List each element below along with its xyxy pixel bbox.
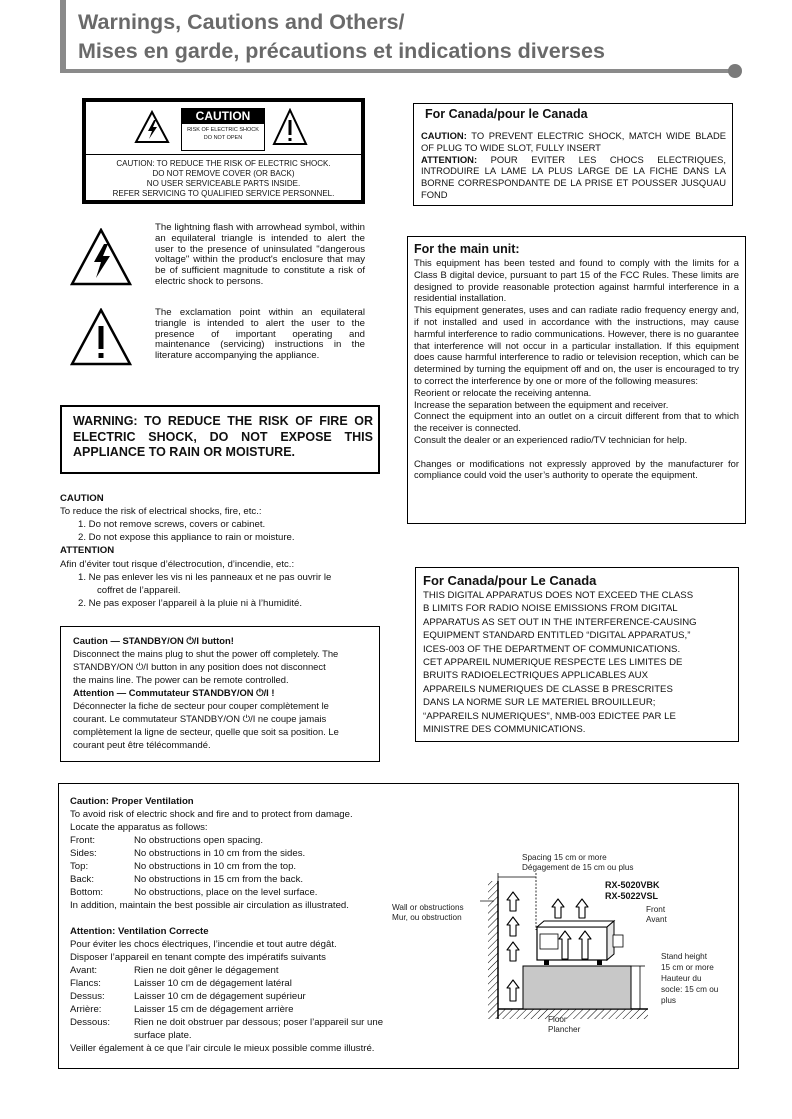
canada-caution-text: TO PREVENT ELECTRIC SHOCK, MATCH WIDE BLADE OF PLUG TO WIDE SLOT, FULLY INSERT	[421, 130, 726, 153]
caution-box-sub2: DO NOT OPEN	[203, 135, 243, 141]
canada-plug-title: For Canada/pour le Canada	[425, 107, 588, 121]
vent-row-text: No obstructions in 10 cm from the top.	[134, 861, 297, 872]
vent-row-fr-label: Flancs:	[70, 978, 101, 989]
lightning-icon	[134, 110, 170, 144]
canada-digital-line: CET APPAREIL NUMERIQUE RESPECTE LES LIMITES DE	[423, 657, 683, 669]
main-unit-p3: Changes or modifications not expressly approved by the manufacturer for compliance could void the user’s authority to operate the equipment.	[414, 457, 739, 481]
canada-digital-line: DANS LA NORME SUR LE MATERIEL BROUILLEUR;	[423, 697, 656, 709]
standby-line-3: the mains line. The power can be remote controlled.	[73, 674, 289, 685]
header-dot	[728, 64, 742, 78]
caution-label-line3: NO USER SERVICEABLE PARTS INSIDE.	[146, 179, 301, 188]
ventilation-heading: Caution: Proper Ventilation	[70, 796, 194, 807]
canada-digital-line: THIS DIGITAL APPARATUS DOES NOT EXCEED THE CLASS	[423, 590, 694, 601]
exclamation-icon	[272, 108, 308, 146]
canada-attention-text: POUR EVITER LES CHOCS ELECTRIQUES, INTRODUIRE LA LAME LA PLUS LARGE DE LA FICHE DANS LA BORNE CORRESPONDANTE DE LA PRISE ET POUSSER JUSQUAU FOND	[421, 153, 726, 200]
vent-row-text: No obstructions in 15 cm from the back.	[134, 874, 304, 885]
diagram-stand-4: socle: 15 cm ou	[661, 985, 719, 994]
vent-row-fr-label: Dessous:	[70, 1017, 110, 1028]
caution-item-1: 1. Do not remove screws, covers or cabinet.	[78, 519, 266, 530]
standby-fr-line-2: courant. Le commutateur STANDBY/ON ⏻/I ne coupe jamais	[73, 713, 327, 724]
diagram-stand-1: Stand height	[661, 952, 707, 961]
main-unit-body	[414, 257, 739, 481]
canada-digital-line: EQUIPMENT STANDARD ENTITLED “DIGITAL APPARATUS,”	[423, 630, 691, 642]
diagram-spacing-en: Spacing 15 cm or more	[522, 853, 607, 862]
canada-digital-line: BRUITS RADIOELECTRIQUES APPLICABLES AUX	[423, 670, 648, 682]
diagram-floor-en: Floor	[548, 1015, 567, 1024]
exclamation-symbol-icon	[70, 308, 132, 366]
caution-heading: CAUTION	[60, 493, 104, 504]
diagram-floor-fr: Plancher	[548, 1025, 581, 1034]
vent-row-fr-text: Rien ne doit gêner le dégagement	[134, 965, 279, 976]
vent-row-fr-label: Arrière:	[70, 1004, 102, 1015]
attention-item-1-cont: coffret de l’appareil.	[97, 585, 181, 596]
vent-row-label: Bottom:	[70, 887, 104, 898]
vent-row-fr-cont: surface plate.	[134, 1030, 192, 1041]
vent-row-label: Top:	[70, 861, 89, 872]
ventilation-locate-fr: Disposer l’appareil en tenant compte des impératifs suivants	[70, 952, 326, 963]
vent-row-label: Back:	[70, 874, 94, 885]
ventilation-addition: In addition, maintain the best possible air circulation as illustrated.	[70, 900, 349, 911]
caution-box-title: CAUTION	[182, 109, 264, 124]
vent-row-fr-label: Avant:	[70, 965, 98, 976]
standby-fr-line-1: Déconnecter la fiche de secteur pour couper complètement le	[73, 700, 329, 711]
vent-row-fr-text: Rien ne doit obstruer par dessous; poser l’appareil sur une	[134, 1017, 384, 1028]
ventilation-final-fr: Veiller également à ce que l’air circule le mieux possible comme illustré.	[70, 1043, 375, 1054]
diagram-stand-3: Hauteur du	[661, 974, 702, 983]
page-title-line1: Warnings, Cautions and Others/	[78, 10, 405, 34]
ventilation-intro-fr: Pour éviter les chocs électriques, l’incendie et tout autre dégât.	[70, 939, 337, 950]
ventilation-locate: Locate the apparatus as follows:	[70, 822, 208, 833]
diagram-wall-en: Wall or obstructions	[392, 903, 464, 912]
vent-row-fr-text: Laisser 15 cm de dégagement arrière	[134, 1004, 294, 1015]
diagram-model-2: RX-5022VSL	[605, 891, 659, 901]
canada-digital-text	[423, 589, 697, 736]
vent-row-fr-text: Laisser 10 cm de dégagement latéral	[134, 978, 292, 989]
attention-intro: Afin d’éviter tout risque d’électrocution, d’incendie, etc.:	[60, 559, 295, 570]
standby-line-2: STANDBY/ON ⏻/I button in any position does not disconnect	[73, 661, 326, 672]
standby-fr-line-4: courant peut être télécommandé.	[73, 739, 211, 750]
diagram-front-en: Front	[646, 905, 666, 914]
main-unit-p1: This equipment has been tested and found to comply with the limits for a Class B digital device, pursuant to part 15 of the FCC Rules. These limits are designed to provide reasonable protection against harmful interference in a residential installation.	[414, 257, 739, 304]
vent-row-label: Sides:	[70, 848, 97, 859]
diagram-front-fr: Avant	[646, 915, 667, 924]
standby-heading: Caution — STANDBY/ON ⏻/I button!	[73, 635, 234, 646]
main-unit-measure-3: Connect the equipment into an outlet on a circuit different from that to which the receiver is connected.	[414, 410, 739, 434]
diagram-stand-5: plus	[661, 996, 677, 1005]
canada-digital-line: APPARATUS AS SET OUT IN THE INTERFERENCE-CAUSING	[423, 616, 697, 628]
diagram-spacing-fr: Dégagement de 15 cm ou plus	[522, 863, 634, 872]
ventilation-heading-fr: Attention: Ventilation Correcte	[70, 926, 209, 937]
canada-digital-line: MINISTRE DES COMMUNICATIONS.	[423, 724, 586, 736]
main-unit-measure-2: Increase the separation between the equipment and receiver.	[414, 398, 669, 410]
vent-row-fr-text: Laisser 10 cm de dégagement supérieur	[134, 991, 306, 1002]
lightning-description: The lightning flash with arrowhead symbol, within an equilateral triangle is intended to alert the user to the presence of uninsulated "dangerous voltage" within the product's enclosure that may be of sufficient magnitude to constitute a risk of electric shock to persons.	[155, 222, 365, 287]
diagram-stand-2: 15 cm or more	[661, 963, 714, 972]
caution-item-2: 2. Do not expose this appliance to rain or moisture.	[78, 532, 295, 543]
attention-item-2: 2. Ne pas exposer l’appareil à la pluie ni à l’humidité.	[78, 598, 302, 609]
canada-digital-line: B LIMITS FOR RADIO NOISE EMISSIONS FROM DIGITAL	[423, 603, 678, 615]
attention-item-1: 1. Ne pas enlever les vis ni les panneaux et ne pas ouvrir le	[78, 572, 332, 583]
lightning-symbol-icon	[70, 228, 132, 286]
main-unit-p2: This equipment generates, uses and can radiate radio frequency energy and, if not installed and used in accordance with the instructions, may cause harmful interference to radio communications. However, there is no guarantee that interference will not occur in a particular installation. If this equipment does cause harmful interference to radio or television reception, which can be determined by turning the equipment off and on, the user is encouraged to try to correct the interference by one or more of the following measures:	[414, 304, 739, 386]
main-unit-measure-4: Consult the dealer or an experienced radio/TV technician for help.	[414, 433, 688, 445]
caution-label	[82, 98, 365, 204]
canada-digital-line: APPAREILS NUMERIQUES DE CLASSE B PRESCRITES	[423, 683, 673, 695]
exclamation-description: The exclamation point within an equilateral triangle is intended to alert the user to the presence of important operating and maintenance (servicing) instructions in the literature accompanying the appliance.	[155, 307, 365, 362]
vent-row-text: No obstructions, place on the level surface.	[134, 887, 318, 898]
canada-caution-label: CAUTION:	[421, 130, 467, 141]
standby-line-1: Disconnect the mains plug to shut the power off completely. The	[73, 648, 339, 659]
canada-digital-line: “APPAREILS NUMERIQUES”, NMB-003 EDICTEE PAR LE	[423, 710, 676, 722]
standby-fr-line-3: complètement la ligne de secteur, quelle que soit sa position. Le	[73, 726, 339, 737]
main-unit-title: For the main unit:	[414, 242, 520, 256]
vent-row-text: No obstructions in 10 cm from the sides.	[134, 848, 306, 859]
vent-row-fr-label: Dessus:	[70, 991, 105, 1002]
header-accent-bar	[60, 0, 66, 72]
diagram-wall-fr: Mur, ou obstruction	[392, 913, 462, 922]
standby-heading-fr: Attention — Commutateur STANDBY/ON ⏻/I !	[73, 687, 275, 698]
caution-box	[181, 108, 265, 151]
caution-label-line1: CAUTION: TO REDUCE THE RISK OF ELECTRIC SHOCK.	[116, 159, 331, 168]
warning-text: WARNING: TO REDUCE THE RISK OF FIRE OR ELECTRIC SHOCK, DO NOT EXPOSE THIS APPLIANCE TO RAIN OR MOISTURE.	[73, 414, 373, 459]
attention-heading: ATTENTION	[60, 545, 115, 556]
canada-attention-label: ATTENTION:	[421, 153, 478, 165]
caution-label-line4: REFER SERVICING TO QUALIFIED SERVICE PERSONNEL.	[112, 189, 335, 198]
main-unit-measure-1: Reorient or relocate the receiving antenna.	[414, 386, 592, 398]
vent-row-text: No obstructions open spacing.	[134, 835, 264, 846]
caution-intro: To reduce the risk of electrical shocks, fire, etc.:	[60, 506, 262, 517]
diagram-model-1: RX-5020VBK	[605, 880, 660, 890]
header-rule	[60, 69, 736, 73]
page-title-line2: Mises en garde, précautions et indications diverses	[78, 39, 605, 63]
caution-box-sub1: RISK OF ELECTRIC SHOCK	[187, 127, 259, 133]
caution-label-line2: DO NOT REMOVE COVER (OR BACK)	[152, 169, 295, 178]
canada-digital-title: For Canada/pour Le Canada	[423, 573, 597, 588]
ventilation-intro: To avoid risk of electric shock and fire and to protect from damage.	[70, 809, 353, 820]
vent-row-label: Front:	[70, 835, 96, 846]
canada-digital-line: ICES-003 OF THE DEPARTMENT OF COMMUNICATIONS.	[423, 643, 681, 655]
